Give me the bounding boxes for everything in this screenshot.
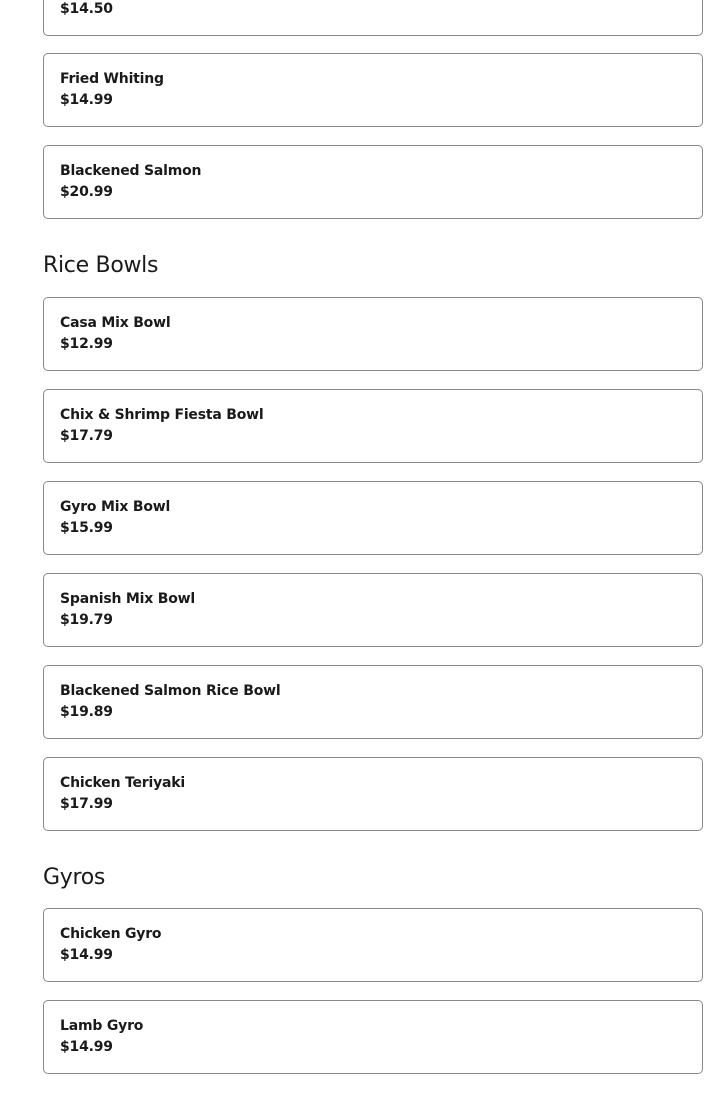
menu-item-name: Lamb Gyro xyxy=(60,1018,144,1034)
menu-item-price: $19.89 xyxy=(60,704,113,720)
menu-item-name: Spanish Mix Bowl xyxy=(60,591,195,607)
menu-item-card[interactable] xyxy=(43,0,703,36)
menu-item-price: $14.99 xyxy=(60,947,113,963)
menu-item-card[interactable] xyxy=(43,908,703,982)
menu-item-card[interactable] xyxy=(43,53,703,127)
menu-item-price: $19.79 xyxy=(60,612,113,628)
menu-item-name: Gyro Mix Bowl xyxy=(60,499,171,515)
menu-item-card[interactable] xyxy=(43,297,703,371)
menu-item-card[interactable] xyxy=(43,145,703,219)
menu-item-price: $17.79 xyxy=(60,428,113,444)
menu-item-name: Chicken Gyro xyxy=(60,926,162,942)
menu-item-name: Chix & Shrimp Fiesta Bowl xyxy=(60,407,264,423)
menu-item-name: Blackened Salmon xyxy=(60,163,202,179)
menu-item-name: Fried Whiting xyxy=(60,71,164,87)
menu-item-price: $14.99 xyxy=(60,92,113,108)
menu-item-card[interactable] xyxy=(43,665,703,739)
menu-item-price: $12.99 xyxy=(60,336,113,352)
menu-item-card[interactable] xyxy=(43,1000,703,1074)
menu-item-price: $15.99 xyxy=(60,520,113,536)
menu-item-card[interactable] xyxy=(43,481,703,555)
menu-item-name: Casa Mix Bowl xyxy=(60,315,171,331)
menu-item-card[interactable] xyxy=(43,757,703,831)
menu-item-price: $20.99 xyxy=(60,184,113,200)
section-heading: Gyros xyxy=(43,865,106,890)
menu-item-price: $14.50 xyxy=(60,1,113,17)
section-heading: Rice Bowls xyxy=(43,253,159,278)
menu-item-name: Chicken Teriyaki xyxy=(60,775,185,791)
menu-item-name: Blackened Salmon Rice Bowl xyxy=(60,683,281,699)
menu-item-price: $17.99 xyxy=(60,796,113,812)
menu-item-card[interactable] xyxy=(43,389,703,463)
menu-item-price: $14.99 xyxy=(60,1039,113,1055)
menu-item-card[interactable] xyxy=(43,573,703,647)
